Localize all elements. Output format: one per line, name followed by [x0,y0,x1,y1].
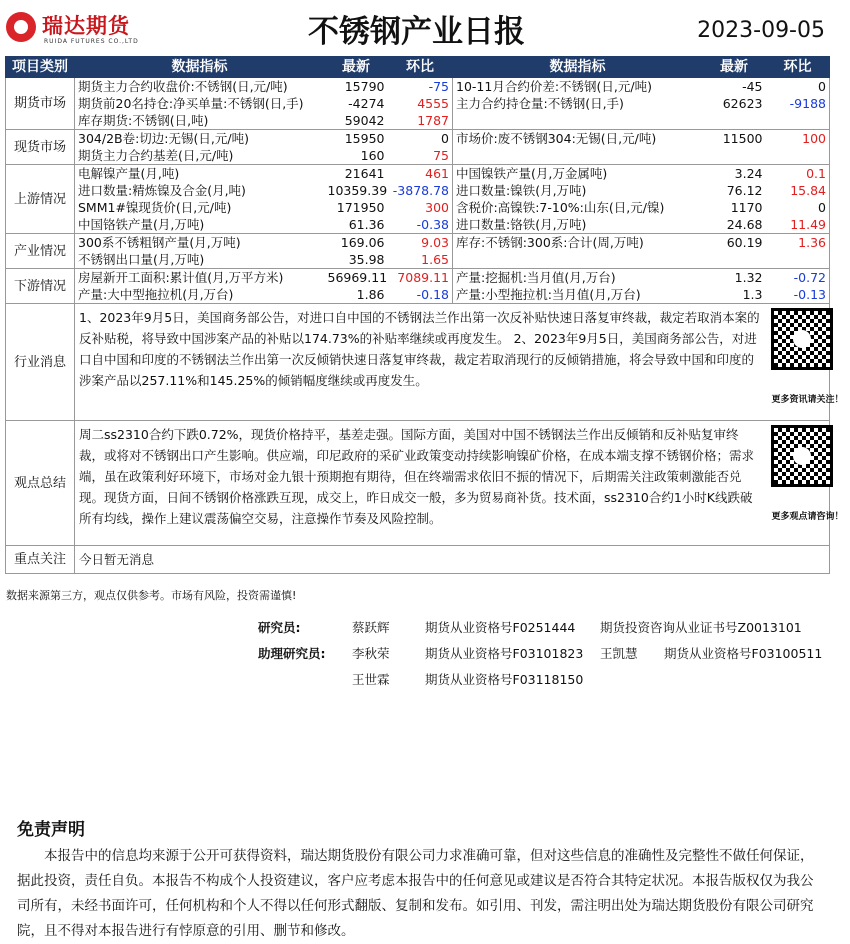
latest-value: 160 [325,147,388,165]
table-row [6,95,830,112]
latest-value: 1.86 [325,286,388,304]
category-cell: 下游情况 [6,269,75,304]
qr-code-icon [771,308,833,370]
view-text: 周二ss2310合约下跌0.72%，现货价格持平，基差走强。国际方面，美国对中国不锈钢法兰作出反倾销和反补贴复审终裁，或将对不锈钢出口产生影响。供应端，印尼政府的采矿业政策变动持续影响镍矿价格，在成本端支撑不锈钢价格；需求端，虽在政策利好环境下，市场对金九银十预期抱有期待，但在终端需求依旧不振的情况下，后期需关注政策刺激能否兑现。现货方面，日间不锈钢价格涨跌互现，成交上，昨日成交一般，多为贸易商补货。技术面，ss2310合约1小时K线跌破所有均线，操作上建议震荡偏空交易，注意操作节奏及风险控制。 [79,427,755,526]
latest-value: 15950 [344,131,385,146]
latest-value: 61.36 [325,216,388,234]
table-row [6,199,830,216]
category-cell: 观点总结 [6,421,75,546]
indicator-name: 10-11月合约价差:不锈钢(日,元/吨) [453,78,703,96]
text-row [6,304,830,421]
change-value: 1787 [388,112,453,130]
table-header-row [6,57,830,78]
change-value: -0.18 [388,286,453,304]
section-text-cell [75,546,830,574]
change-value: 300 [425,200,449,215]
indicator-name: 主力合约持仓量:不锈钢(日,手) [453,95,703,112]
latest-value: 35.98 [325,251,388,269]
assistant-cert-1: 期货从业资格号F03101823 [425,646,584,661]
indicator-name: 库存期货:不锈钢(日,吨) [75,112,325,130]
latest-value: 21641 [344,166,385,181]
qr-caption: 更多观点请咨询！ [771,512,844,522]
change-value: 75 [388,147,453,165]
col-indicator-2: 数据指标 [453,57,703,78]
indicator-name: 电解镍产量(月,吨) [75,165,325,183]
change-value: 9.03 [421,235,449,250]
change-value: -3878.78 [392,183,449,198]
indicator-name [453,147,703,165]
category-cell: 行业消息 [6,304,75,421]
latest-value: 3.24 [734,166,763,181]
latest-value: 1.3 [703,286,766,304]
latest-value: 56969.11 [327,270,388,285]
table-row [6,130,830,148]
change-value: 0 [766,78,830,96]
category-cell: 产业情况 [6,234,75,269]
col-latest-2: 最新 [703,57,766,78]
latest-value: 1170 [730,200,763,215]
researcher-label: 研究员: [258,620,301,635]
indicator-name [453,251,703,269]
qr-code-box [766,421,844,522]
section-text-cell [75,421,766,546]
assistant-cert-3: 期货从业资格号F03118150 [425,672,584,687]
change-value: 1.65 [388,251,453,269]
latest-value: 24.68 [703,216,766,234]
table-row [6,251,830,269]
qr-code-box [766,304,844,405]
indicator-name: 房屋新开工面积:累计值(月,万平方米) [75,269,325,287]
table-row [6,147,830,165]
assistant-name-3: 王世霖 [352,672,390,687]
assistant-cert-2: 期货从业资格号F03100511 [664,646,823,661]
col-category: 项目类别 [6,57,75,78]
change-value: -0.72 [766,269,830,287]
col-change: 环比 [388,57,453,78]
latest-value: 11500 [722,131,763,146]
logo-english: RUIDA FUTURES CO.,LTD [44,38,139,45]
change-value: -9188 [766,95,830,112]
qr-code-icon [771,425,833,487]
change-value [766,112,830,130]
assistant-name-1: 李秋荣 [352,646,390,661]
indicator-name: 中国铬铁产量(月,万吨) [75,216,325,234]
latest-value: 10359.39 [327,183,388,198]
change-value: 0 [441,131,449,146]
table-row [6,112,830,130]
change-value: 4555 [417,96,449,111]
indicator-name [453,112,703,130]
change-value: 100 [766,130,830,148]
table-row [6,78,830,96]
news-text: 1、2023年9月5日，美国商务部公告，对进口自中国的不锈钢法兰作出第一次反补贴快速日落复审终裁，裁定若取消本案的反补贴税，将导致中国涉案产品的补贴以174.73%的补贴率继续或再度发生。 2、2023年9月5日，美国商务部公告，对进口自中国和印度的不锈钢法兰作出第一次反倾销快速日落复审终裁，裁定若取消现行的反倾销措施，将会导致中国和印度的涉案产品以257.11%和145.25%的倾销幅度继续或再度发生。 [79,310,760,388]
report-title: 不锈钢产业日报 [308,14,525,50]
change-value: -75 [428,79,449,94]
latest-value: 15790 [344,79,385,94]
change-value: 461 [425,166,449,181]
indicator-name: 期货主力合约收盘价:不锈钢(日,元/吨) [75,78,325,96]
indicator-name: SMM1#镍现货价(日,元/吨) [75,199,325,216]
indicator-name: 304/2B卷:切边:无锡(日,元/吨) [75,130,325,148]
indicator-name: 库存:不锈钢:300系:合计(周,万吨) [453,234,703,252]
indicator-name: 产量:大中型拖拉机(月,万台) [75,286,325,304]
table-row [6,182,830,199]
change-value: 15.84 [766,182,830,199]
latest-value: 171950 [336,200,385,215]
change-value: -0.38 [388,216,453,234]
qr-cell [766,304,844,421]
researcher-name: 蔡跃辉 [352,620,390,635]
change-value: 0 [766,199,830,216]
latest-value: -45 [742,79,763,94]
latest-value: 76.12 [726,183,763,198]
indicator-name: 期货主力合约基差(日,元/吨) [75,147,325,165]
latest-value: 169.06 [340,235,385,250]
text-row [6,546,830,574]
category-cell: 期货市场 [6,78,75,130]
change-value: 1.36 [766,234,830,252]
qr-cell [766,421,844,546]
report-date: 2023-09-05 [697,18,825,43]
researcher-cert: 期货从业资格号F0251444 [425,620,576,635]
indicator-name: 期货前20名持仓:净买单量:不锈钢(日,手) [75,95,325,112]
category-cell: 重点关注 [6,546,75,574]
latest-value [703,147,766,165]
indicator-name: 含税价:高镍铁:7-10%:山东(日,元/镍) [453,199,703,216]
latest-value: 1.32 [734,270,763,285]
col-latest: 最新 [325,57,388,78]
logo-name: 瑞达期货 [42,14,130,38]
researcher-cert2: 期货投资咨询从业证书号Z0013101 [600,620,802,635]
assistant-label: 助理研究员: [258,646,326,661]
latest-value: -4274 [348,96,385,111]
indicator-name: 进口数量:铬铁(月,万吨) [453,216,703,234]
category-cell: 上游情况 [6,165,75,234]
qr-caption: 更多资讯请关注！ [771,395,844,405]
change-value: 11.49 [766,216,830,234]
indicator-name: 300系不锈粗钢产量(月,万吨) [75,234,325,252]
latest-value: 60.19 [726,235,763,250]
assistant-name-2: 王凯慧 [600,646,638,661]
table-row [6,286,830,304]
change-value [766,147,830,165]
indicator-name: 产量:挖掘机:当月值(月,万台) [453,269,703,287]
change-value: 0.1 [766,165,830,183]
disclaimer-title: 免责声明 [17,820,85,840]
data-table [5,56,844,574]
category-cell: 现货市场 [6,130,75,165]
change-value: 7089.11 [397,270,449,285]
col-indicator: 数据指标 [75,57,325,78]
indicator-name: 中国镍铁产量(月,万金属吨) [453,165,703,183]
table-row [6,269,830,287]
table-row [6,165,830,183]
indicator-name: 进口数量:精炼镍及合金(月,吨) [75,182,325,199]
table-row [6,234,830,252]
indicator-name: 市场价:废不锈钢304:无锡(日,元/吨) [453,130,703,148]
latest-value [703,112,766,130]
table-row [6,216,830,234]
disclaimer-text: 本报告中的信息均来源于公开可获得资料，瑞达期货股份有限公司力求准确可靠，但对这些信息的准确性及完整性不做任何保证，据此投资，责任自负。本报告不构成个人投资建议，客户应考虑本报告中的任何意见或建议是否符合其特定状况。本报告版权仅为我公司所有，未经书面许可，任何机构和个人不得以任何形式翻版、复制和发布。如引用、刊发，需注明出处为瑞达期货股份有限公司研究院，且不得对本报告进行有悖原意的引用、删节和修改。 [17,848,814,939]
change-value: -0.13 [766,286,830,304]
indicator-name: 产量:小型拖拉机:当月值(月,万台) [453,286,703,304]
change-value [766,251,830,269]
section-text-cell [75,304,766,421]
latest-value [703,251,766,269]
indicator-name: 不锈钢出口量(月,万吨) [75,251,325,269]
col-change-2: 环比 [766,57,830,78]
latest-value: 59042 [325,112,388,130]
data-note: 数据来源第三方，观点仅供参考。市场有风险，投资需谨慎! [6,589,297,602]
report-header [0,0,833,56]
latest-value: 62623 [722,96,763,111]
indicator-name: 进口数量:镍铁(月,万吨) [453,182,703,199]
text-row [6,421,830,546]
focus-text: 今日暂无消息 [79,552,155,567]
